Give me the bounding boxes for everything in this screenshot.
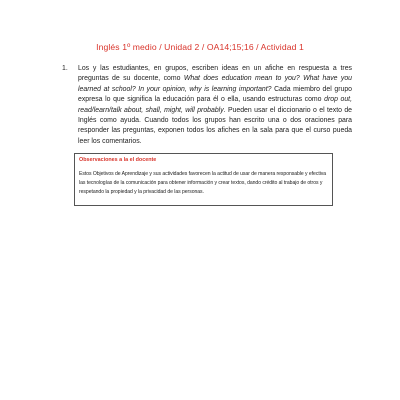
- activity-item: [62, 64, 352, 147]
- activity-text-questions: What does education mean to you? What have you learned at school? In your opinion, why is learning important?: [78, 75, 352, 93]
- teacher-observations-box: [74, 153, 333, 206]
- page-title: Inglés 1º medio / Unidad 2 / OA14;15;16 / Actividad 1: [96, 42, 304, 52]
- activity-text-part-3: . Pueden usar el diccionario o el texto de Inglés como ayuda. Cuando todos los grupos han escrito una o dos oraciones para responder las preguntas, exponen todos los afiches en la sala para que el curso pueda leer los comentarios.: [78, 106, 352, 145]
- observations-text: Estos Objetivos de Aprendizaje y sus actividades favorecen la actitud de usar de manera responsable y efectiva las tecnologías de la comunicación para obtener información y crear textos, dando crédito al trabajo de otros y respetando la propiedad y la privacidad de las personas.: [79, 171, 327, 195]
- activity-text-part-2: Cada miembro del grupo expresa lo que significa la educación para él o ella, usando estructuras como: [78, 85, 352, 104]
- observations-title: Observaciones a la el docente: [79, 157, 157, 163]
- activity-text-structures: drop out, read/learn/talk about, shall, might, will probably: [78, 96, 353, 114]
- activity-number: 1.: [62, 65, 68, 72]
- activity-text: [78, 64, 352, 147]
- activity-text-part-1: Los y las estudiantes, en grupos, escriben ideas en un afiche en respuesta a tres preguntas de su docente, como: [78, 65, 352, 83]
